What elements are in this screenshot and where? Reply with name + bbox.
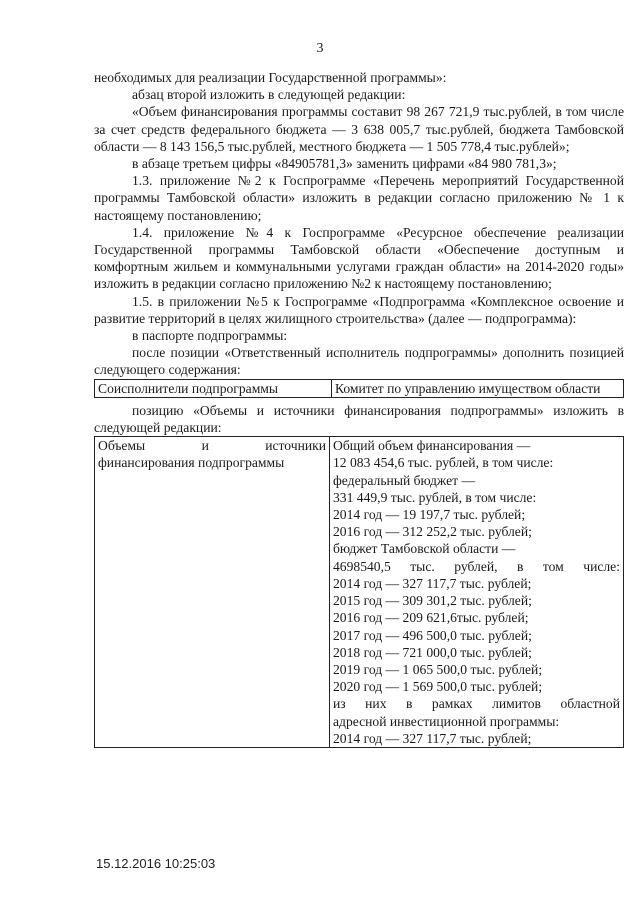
financing-line: бюджет Тамбовской области — [333,541,516,557]
financing-line: из них в рамках лимитов областной [333,696,620,712]
table-cell-value [330,437,624,748]
paragraph-9: после позиции «Ответственный исполнитель подпрограммы» дополнить позицией следующего содержания: [94,345,624,378]
financing-line: 2016 год — 209 621,6тыс. рублей; [333,610,529,626]
financing-label-line-1: Объемы и источники [98,438,326,454]
financing-line: 2019 год — 1 065 500,0 тыс. рублей; [333,661,543,677]
financing-label-line-2: финансирования подпрограммы [98,455,285,471]
financing-line: 2014 год — 19 197,7 тыс. рублей; [333,507,526,523]
financing-line: 2020 год — 1 569 500,0 тыс. рублей; [333,679,543,695]
financing-line: 2014 год — 327 117,7 тыс. рублей; [333,730,532,746]
table-cell-label: Соисполнители подпрограммы [95,379,332,397]
co-executors-table [94,379,624,398]
financing-line: 12 083 454,6 тыс. рублей, в том числе: [333,455,554,471]
table-row [95,437,624,748]
financing-line: Общий объем финансирования — [333,438,531,454]
document-body [94,69,624,748]
table-cell-value: Комитет по управлению имуществом области [332,379,624,397]
footer-timestamp: 15.12.2016 10:25:03 [96,856,216,871]
paragraph-1: необходимых для реализации Государственной программы»: [94,70,447,85]
table-row [95,379,624,397]
table-cell-label [95,437,330,748]
financing-line: федеральный бюджет — [333,472,476,488]
financing-line: адресной инвестиционной программы: [333,713,560,729]
paragraph-8: в паспорте подпрограммы: [132,328,288,344]
paragraph-10: позицию «Объемы и источники финансирования подпрограммы» изложить в следующей редакции: [94,402,624,436]
paragraph-5: 1.3. приложение №2 к Госпрограмме «Перечень мероприятий Государственной программы Тамбовской области» изложить в редакции согласно приложению № 1 к настоящему постановлению; [94,173,624,223]
financing-line: 2015 год — 309 301,2 тыс. рублей; [333,593,532,609]
page-number: 3 [316,41,324,56]
financing-table [94,436,624,748]
paragraph-6: 1.4. приложение №4 к Госпрограмме «Ресурсное обеспечение реализации Государственной программы Тамбовской области «Обеспечение доступным и комфортным жильем и коммунальными услугами граждан области» на 2014-2020 годы» изложить в редакции согласно приложению №2 к настоящему постановлению; [94,224,624,292]
financing-line: 331 449,9 тыс. рублей, в том числе: [333,489,537,505]
financing-line: 2016 год — 312 252,2 тыс. рублей; [333,524,532,540]
paragraph-7: 1.5. в приложении №5 к Госпрограмме «Подпрограмма «Комплексное освоение и развитие территорий в целях жилищного строительства» (далее — подпрограмма): [94,293,624,326]
financing-line: 2014 год — 327 117,7 тыс. рублей; [333,575,532,591]
paragraph-3: «Объем финансирования программы составит 98 267 721,9 тыс.рублей, в том числе за счет средств федерального бюджета — 3 638 005,7 тыс.рублей, бюджета Тамбовской области — 8 143 156,5 тыс.рублей, местного бюджета — 1 505 778,4 тыс.рублей»; [94,104,624,154]
paragraph-2: абзац второй изложить в следующей редакции: [132,87,406,103]
financing-line: 4698540,5 тыс. рублей, в том числе: [333,558,620,574]
paragraph-4: в абзаце третьем цифры «84905781,3» заменить цифрами «84 980 781,3»; [132,156,557,172]
financing-line: 2018 год — 721 000,0 тыс. рублей; [333,644,532,660]
financing-line: 2017 год — 496 500,0 тыс. рублей; [333,627,532,643]
